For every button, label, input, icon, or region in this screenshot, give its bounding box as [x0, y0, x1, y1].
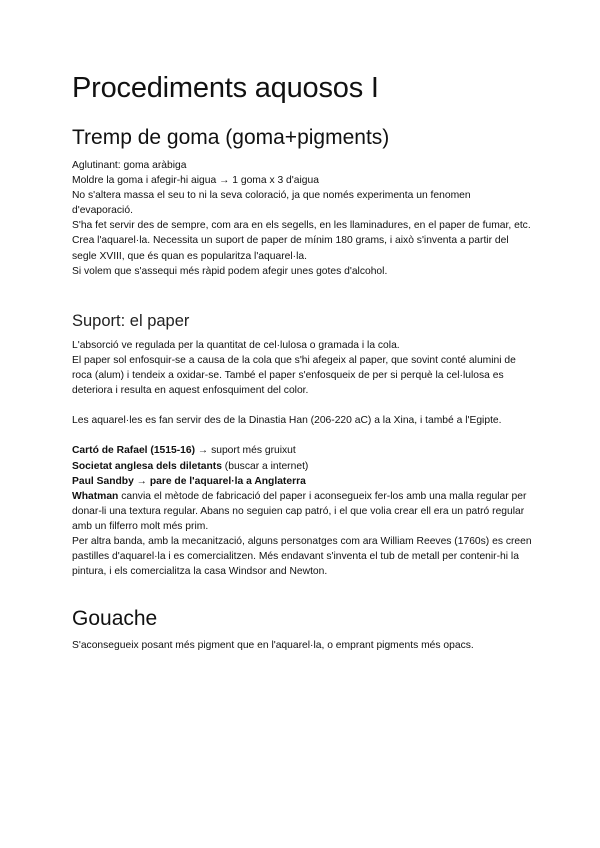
text: (buscar a internet): [221, 460, 309, 472]
paragraph-whatman: [72, 489, 532, 534]
paragraph: Aglutinant: goma aràbiga: [72, 160, 187, 171]
paragraph: Les aquarel·les es fan servir des de la Dinastia Han (206-220 aC) a la Xina, i també a l'Egipte.: [72, 415, 502, 427]
paragraph: L'absorció ve regulada per la quantitat de cel·lulosa o gramada i la cola.: [72, 340, 400, 351]
text: canvia el mètode de fabricació del paper i aconsegueix fer-los amb una malla regular per donar-li una textura regular. Abans no seguien cap patró, i el que volia crear ell era un patró regular amb un filferro molt més prim.: [72, 490, 527, 532]
bold-text: Whatman: [72, 490, 119, 502]
paragraph-societat: [72, 459, 532, 474]
section-tremp-body: [72, 158, 532, 279]
text: → suport més gruixut: [195, 445, 296, 457]
paragraph: Si volem que s'assequi més ràpid podem afegir unes gotes d'alcohol.: [72, 265, 388, 277]
paragraph-sandby: [72, 474, 532, 489]
paragraph: El paper sol enfosquir-se a causa de la cola que s'hi afegeix al paper, que sovint conté alumini de roca (alum) i tendeix a oxidar-se. També el paper s'enfosqueix de per si perquè la cel·lulosa es deteriora i resulta en aquest enfosquiment del color.: [72, 355, 516, 397]
bold-text: Paul Sandby → pare de l'aquarel·la a Anglaterra: [72, 475, 306, 487]
section-heading-gouache: Gouache: [72, 607, 158, 630]
paragraph: S'aconsegueix posant més pigment que en l'aquarel·la, o emprant pigments més opacs.: [72, 640, 474, 651]
paragraph-rafael: [72, 443, 532, 458]
paragraph: Crea l'aquarel·la. Necessita un suport de paper de mínim 180 grams, i això s'inventa a partir del segle XVIII, que és quan es popularitza l'aquarel·la.: [72, 235, 509, 262]
section-gouache-body: [72, 638, 532, 653]
paragraph: Moldre la goma i afegir-hi aigua → 1 goma x 3 d'aigua: [72, 175, 319, 187]
paragraph: S'ha fet servir des de sempre, com ara en els segells, en les llaminadures, en el paper de fumar, etc.: [72, 220, 531, 232]
bold-text: Cartó de Rafael (1515-16): [72, 445, 196, 457]
section-paper-body: [72, 338, 532, 579]
section-heading-suport-el-paper: Suport: el paper: [72, 312, 190, 330]
section-heading-tremp-de-goma: Tremp de goma (goma+pigments): [72, 126, 390, 149]
paragraph-reeves: Per altra banda, amb la mecanització, alguns personatges com ara William Reeves (1760s) es creen pastilles d'aquarel·la i es comercialitzen. Més endavant s'inventa el tub de metall per contenir-hi la pintura, i els comercialitza la casa Windsor and Newton.: [72, 536, 532, 578]
page-title: Procediments aquosos I: [72, 72, 379, 104]
paragraph: No s'altera massa el seu to ni la seva coloració, ja que només experimenta un fenomen d'evaporació.: [72, 190, 471, 217]
bold-text: Societat anglesa dels diletants: [72, 460, 222, 472]
